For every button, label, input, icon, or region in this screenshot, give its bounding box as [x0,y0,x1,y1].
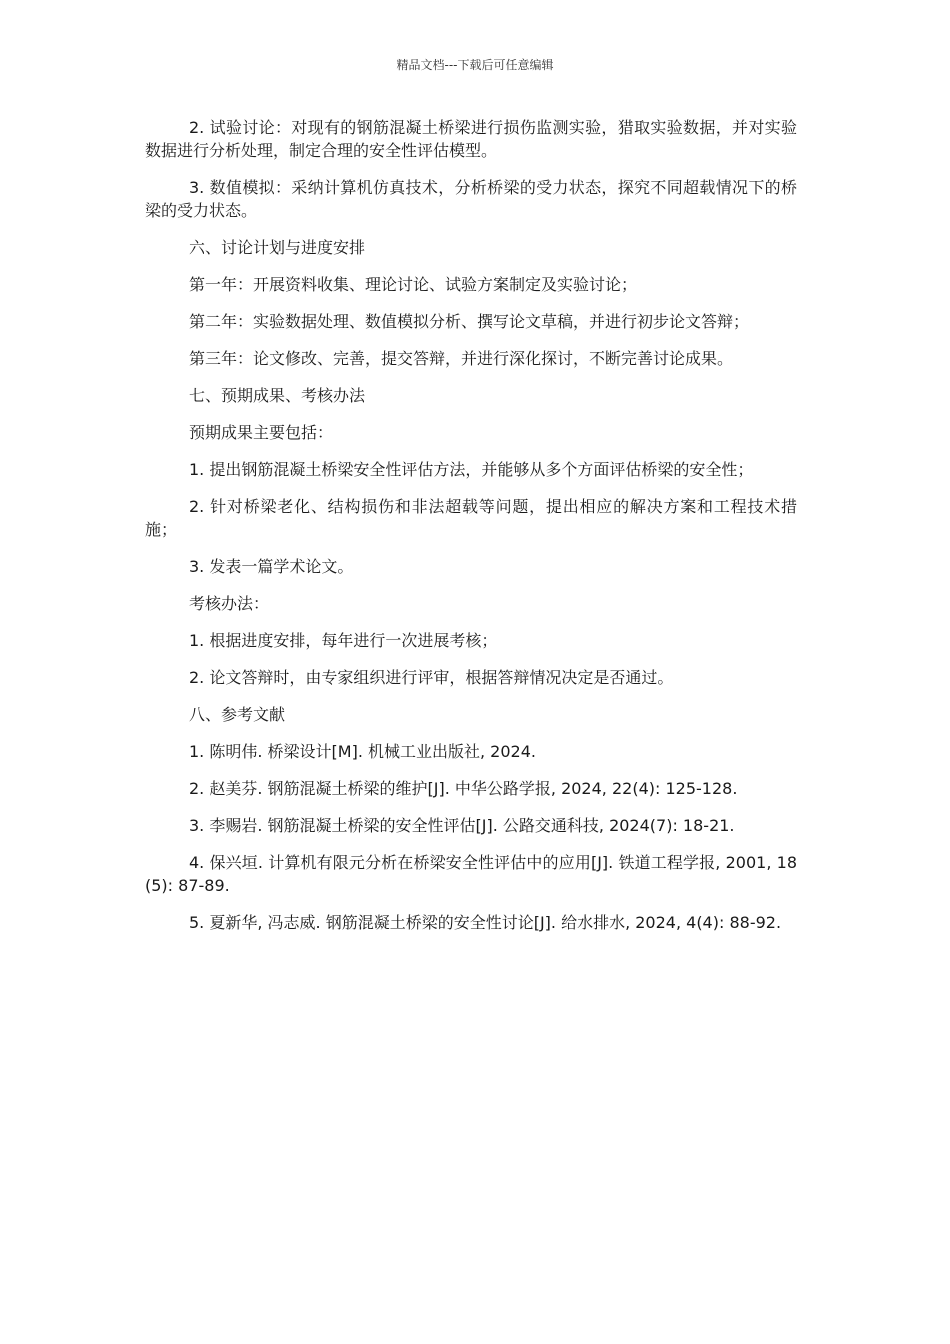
reference-item-2: 2. 赵美芬. 钢筋混凝土桥梁的维护[J]. 中华公路学报, 2024, 22(4): 125-128. [189,779,738,798]
page-header: 精品文档---下载后可任意编辑 [396,58,554,72]
reference-item-4: 4. 保兴垣. 计算机有限元分析在桥梁安全性评估中的应用[J]. 铁道工程学报, 2001, 18(5): 87-89. [145,853,797,895]
paragraph-assessment-intro: 考核办法： [189,594,270,613]
paragraph-year-one: 第一年：开展资料收集、理论讨论、试验方案制定及实验讨论； [189,275,638,294]
list-item-outcome-1: 1. 提出钢筋混凝土桥梁安全性评估方法，并能够从多个方面评估桥梁的安全性； [189,460,754,479]
document-body [145,116,797,948]
list-item-assessment-2: 2. 论文答辩时，由专家组织进行评审，根据答辩情况决定是否通过。 [189,668,674,687]
paragraph-year-two: 第二年：实验数据处理、数值模拟分析、撰写论文草稿，并进行初步论文答辩； [189,312,750,331]
reference-item-5: 5. 夏新华, 冯志威. 钢筋混凝土桥梁的安全性讨论[J]. 给水排水, 2024, 4(4): 88-92. [189,913,782,932]
list-item-assessment-1: 1. 根据进度安排，每年进行一次进展考核； [189,631,498,650]
paragraph-outcomes-intro: 预期成果主要包括： [189,423,334,442]
section-heading-references: 八、参考文献 [189,705,286,724]
paragraph-experiment: 2. 试验讨论：对现有的钢筋混凝土桥梁进行损伤监测实验，猎取实验数据，并对实验数据进行分析处理，制定合理的安全性评估模型。 [145,118,797,160]
list-item-outcome-3: 3. 发表一篇学术论文。 [189,557,354,576]
paragraph-simulation: 3. 数值模拟：采纳计算机仿真技术，分析桥梁的受力状态，探究不同超载情况下的桥梁的受力状态。 [145,178,797,220]
reference-item-1: 1. 陈明伟. 桥梁设计[M]. 机械工业出版社, 2024. [189,742,536,761]
section-heading-outcomes: 七、预期成果、考核办法 [189,386,366,405]
paragraph-year-three: 第三年：论文修改、完善，提交答辩，并进行深化探讨，不断完善讨论成果。 [189,349,734,368]
list-item-outcome-2: 2. 针对桥梁老化、结构损伤和非法超载等问题，提出相应的解决方案和工程技术措施； [145,497,797,539]
reference-item-3: 3. 李赐岩. 钢筋混凝土桥梁的安全性评估[J]. 公路交通科技, 2024(7): 18-21. [189,816,735,835]
section-heading-plan: 六、讨论计划与进度安排 [189,238,366,257]
